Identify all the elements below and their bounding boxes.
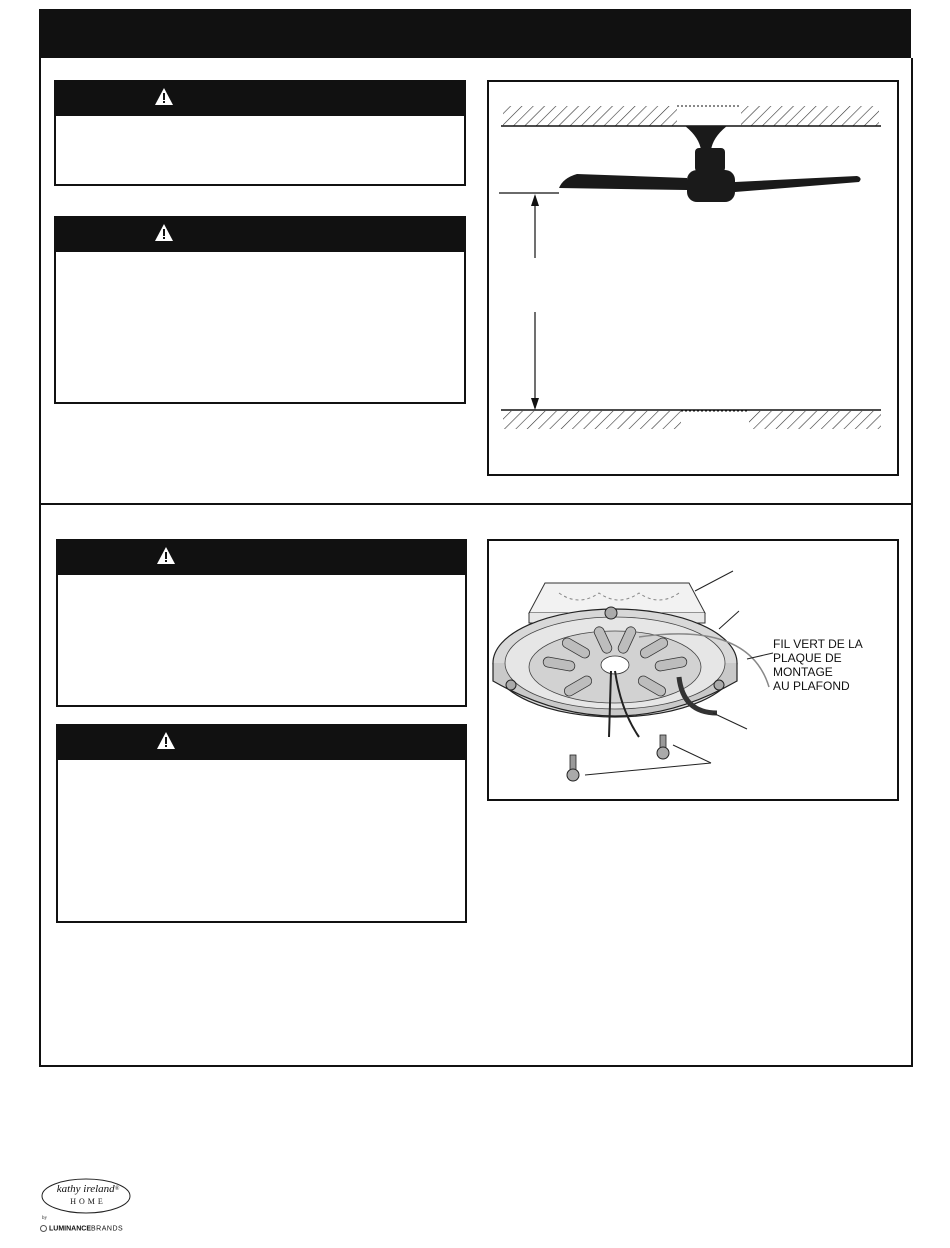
warning-header-3 — [58, 541, 465, 575]
warning-triangle-icon — [156, 731, 176, 751]
warning-triangle-icon — [156, 546, 176, 566]
section-divider — [39, 503, 913, 505]
fan-clearance-figure — [487, 80, 899, 476]
warning-triangle-icon — [154, 87, 174, 107]
luminance-brands-text: LUMINANCEBRANDS — [40, 1225, 123, 1232]
fan-clearance-diagram — [489, 82, 897, 474]
warning-box-3 — [56, 539, 467, 707]
brand-logo — [40, 1178, 140, 1238]
luminance-mark-icon — [40, 1225, 47, 1232]
logo-script-text: kathy ireland® — [56, 1183, 120, 1195]
warning-header-2 — [56, 218, 464, 252]
warning-triangle-icon — [154, 223, 174, 243]
green-wire-callout — [773, 637, 895, 693]
callout-line-2: PLAQUE DE MONTAGE — [773, 651, 842, 679]
warning-header-4 — [58, 726, 465, 760]
warning-box-4 — [56, 724, 467, 923]
warning-box-1 — [54, 80, 466, 186]
mounting-bracket-figure — [487, 539, 899, 801]
logo-home-text: HOME — [70, 1197, 106, 1206]
logo-by-text: by — [42, 1216, 47, 1221]
callout-line-1: FIL VERT DE LA — [773, 637, 863, 651]
warning-header-1 — [56, 82, 464, 116]
section-header-bar — [39, 9, 911, 58]
callout-line-3: AU PLAFOND — [773, 679, 850, 693]
warning-box-2 — [54, 216, 466, 404]
